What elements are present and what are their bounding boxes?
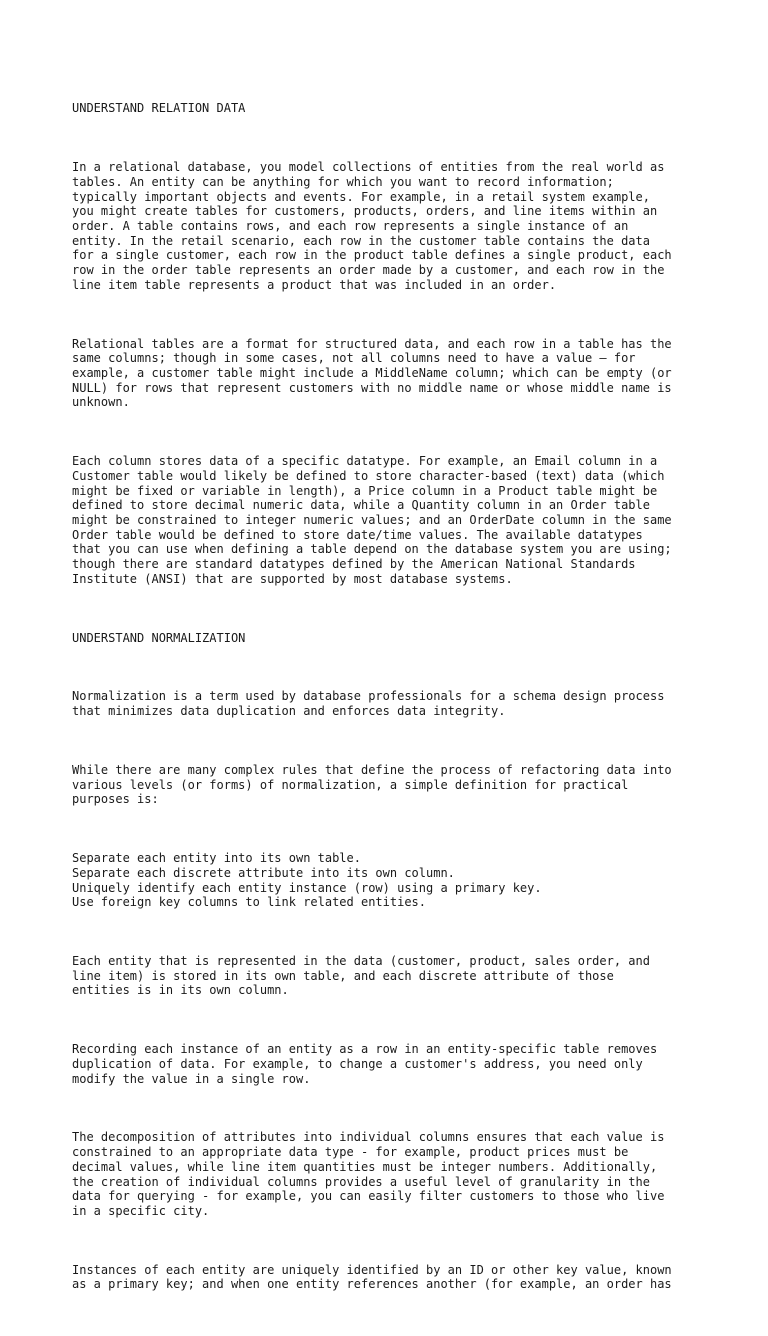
paragraph-attribute-decomposition: The decomposition of attributes into individual columns ensures that each value is constrained to an appropriate data type - for example, product prices must be decimal values, while line item quantities must be integer numbers. Additionally, the creation of individual columns provides a useful level of granularity in the data for querying - for example, you can easily filter customers to those who live in a specific city. xyxy=(72,1130,665,1218)
document-body xyxy=(72,72,712,1336)
section-heading-relation-data: UNDERSTAND RELATION DATA xyxy=(72,101,246,116)
normalization-rules-list: Separate each entity into its own table. Separate each discrete attribute into its own column. Uniquely identify each entity instance (row) using a primary key. Use foreign key columns to link related entities. xyxy=(72,851,542,910)
paragraph-normalization-rules-intro: While there are many complex rules that define the process of refactoring data into various levels (or forms) of normalization, a simple definition for practical purposes is: xyxy=(72,762,672,807)
paragraph-normalization-definition: Normalization is a term used by database professionals for a schema design process that minimizes data duplication and enforces data integrity. xyxy=(72,689,665,719)
paragraph-relational-intro: In a relational database, you model collections of entities from the real world as tables. An entity can be anything for which you want to record information; typically important objects and events. For example, in a retail system example, you might create tables for customers, products, orders, and line items within an order. A table contains rows, and each row represents a single instance of an entity. In the retail scenario, each row in the customer table contains the data for a single customer, each row in the product table defines a single product, each row in the order table represents an order made by a customer, and each row in the line item table represents a product that was included in an order. xyxy=(72,160,672,292)
paragraph-entity-tables: Each entity that is represented in the data (customer, product, sales order, and line item) is stored in its own table, and each discrete attribute of those entities is in its own column. xyxy=(72,954,650,998)
paragraph-datatypes: Each column stores data of a specific datatype. For example, an Email column in a Customer table would likely be defined to store character-based (text) data (which might be fixed or variable in length), a Price column in a Product table might be defined to store decimal numeric data, while a Quantity column in an Order table might be constrained to integer numeric values; and an OrderDate column in the same Order table would be defined to store date/time values. The available datatypes that you can use when defining a table depend on the database system you are using; though there are standard datatypes defined by the American National Standards Institute (ANSI) that are supported by most database systems. xyxy=(72,454,672,586)
paragraph-primary-key: Instances of each entity are uniquely identified by an ID or other key value, known as a primary key; and when one entity references another (for example, an order has xyxy=(72,1262,672,1292)
paragraph-removes-duplication: Recording each instance of an entity as a row in an entity-specific table removes duplication of data. For example, to change a customer's address, you need only modify the value in a single row. xyxy=(72,1042,658,1086)
section-heading-normalization: UNDERSTAND NORMALIZATION xyxy=(72,630,246,645)
paragraph-structured-data: Relational tables are a format for structured data, and each row in a table has the same columns; though in some cases, not all columns need to have a value – for example, a customer table might include a MiddleName column; which can be empty (or NULL) for rows that represent customers with no middle name or whose middle name is unknown. xyxy=(72,336,672,410)
